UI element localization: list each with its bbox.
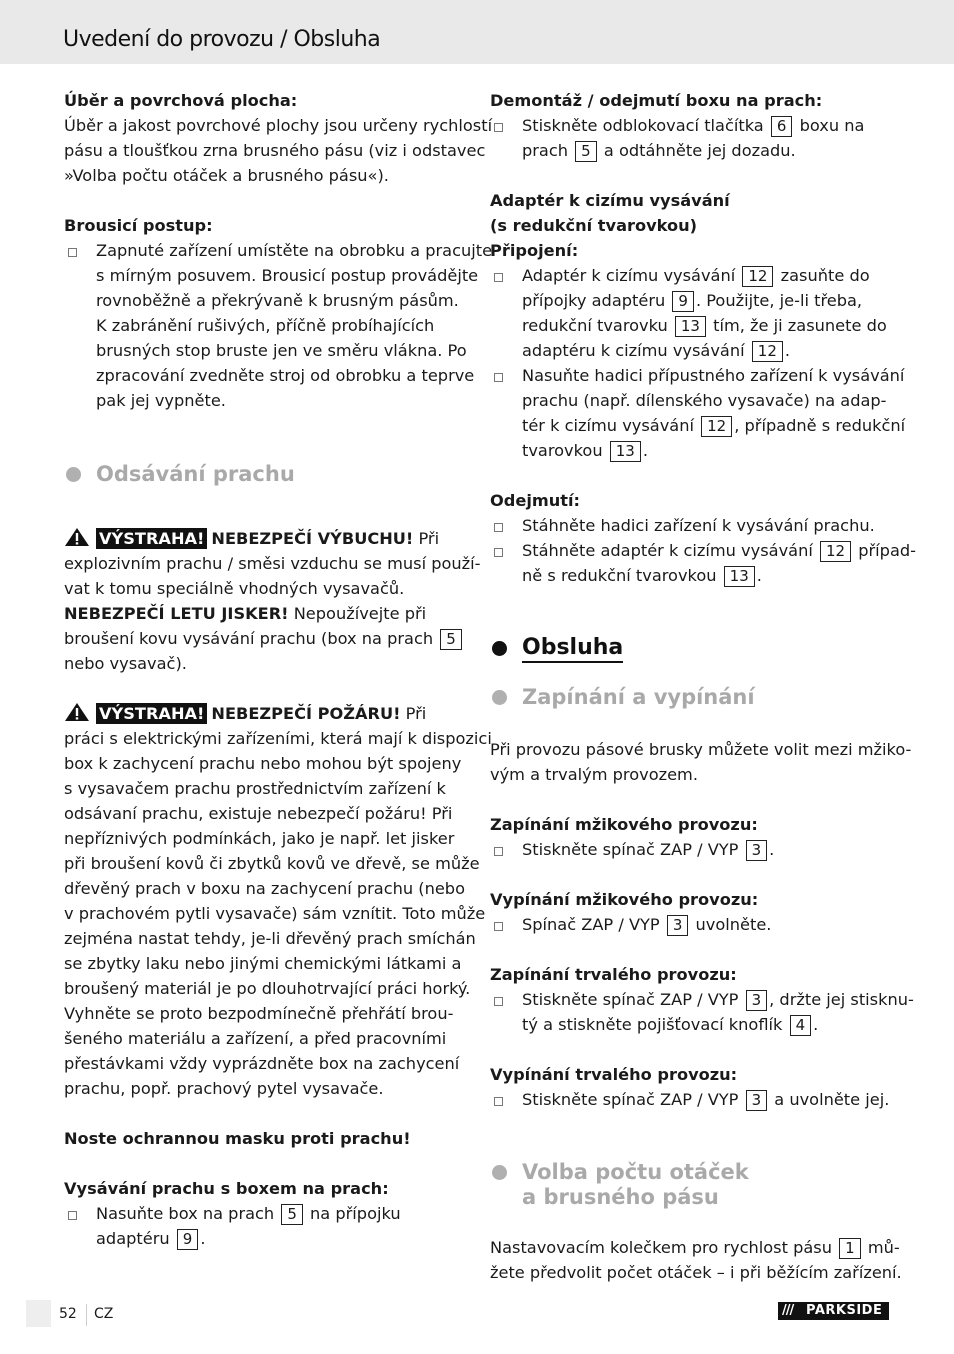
heading-dust-extraction: Odsávání prachu bbox=[64, 462, 464, 487]
ref-number: 5 bbox=[575, 141, 597, 162]
ref-number: 4 bbox=[790, 1015, 812, 1036]
ref-number: 5 bbox=[440, 629, 462, 650]
paragraph-line: v prachovém pytli vysavače) sám vznítit. Toto může bbox=[64, 904, 486, 923]
paragraph-line: nebo vysavač). bbox=[64, 654, 187, 673]
paragraph-line: rovnoběžně a překrývaně k brusným pásům. bbox=[96, 291, 459, 310]
bullet-item: Zapnuté zařízení umístěte na obrobku a pracujte bbox=[64, 238, 464, 263]
paragraph-line: explozivním prachu / směsi vzduchu se musí použí- bbox=[64, 554, 481, 573]
paragraph-line: redukční tvarovku 13 tím, že ji zasunete do bbox=[522, 316, 887, 335]
ref-number: 13 bbox=[724, 566, 755, 587]
ref-number: 12 bbox=[742, 266, 773, 287]
bullet-item: Stiskněte spínač ZAP / VYP 3 a uvolněte jej. bbox=[490, 1087, 890, 1112]
warning-label: VÝSTRAHA! bbox=[96, 703, 207, 724]
section-title: Brousicí postup: bbox=[64, 216, 213, 235]
bullet-dot-icon bbox=[492, 1165, 507, 1180]
ref-number: 1 bbox=[839, 1238, 861, 1259]
footer-marker bbox=[26, 1300, 51, 1327]
section-title: (s redukční tvarovkou) bbox=[490, 216, 698, 235]
bullet-square-icon bbox=[494, 373, 503, 382]
section-title: Vypínání mžikového provozu: bbox=[490, 890, 759, 909]
warning-triangle-icon bbox=[64, 702, 90, 722]
bullet-square-icon bbox=[494, 273, 503, 282]
page-header bbox=[0, 0, 954, 64]
bullet-item: Stiskněte spínač ZAP / VYP 3 , držte jej stisknu- bbox=[490, 987, 890, 1012]
paragraph-line: zpracování zvedněte stroj od obrobku a teprve bbox=[96, 366, 475, 385]
bullet-square-icon bbox=[494, 847, 503, 856]
footer-divider bbox=[86, 1304, 87, 1326]
paragraph-line: přípojky adaptéru 9 . Použijte, je-li třeba, bbox=[522, 291, 863, 310]
section-subtitle: Odejmutí: bbox=[490, 491, 581, 510]
paragraph-line: adaptéru 9 . bbox=[96, 1229, 206, 1248]
paragraph-line: tér k cizímu vysávání 12 , případně s redukční bbox=[522, 416, 906, 435]
paragraph-line: vým a trvalým provozem. bbox=[490, 765, 698, 784]
paragraph-line: prachu, popř. prachový pytel vysavače. bbox=[64, 1079, 384, 1098]
bullet-dot-icon bbox=[492, 641, 507, 656]
paragraph-line: s vysavačem prachu prostřednictvím zařízení k bbox=[64, 779, 446, 798]
paragraph-line: »Volba počtu otáček a brusného pásu«). bbox=[64, 166, 389, 185]
ref-number: 3 bbox=[667, 915, 689, 936]
paragraph-line: Nastavovacím kolečkem pro rychlost pásu 1 mů- bbox=[490, 1238, 900, 1257]
heading-operation: Obsluha bbox=[490, 635, 890, 661]
ref-number: 12 bbox=[701, 416, 732, 437]
bullet-item: Nasuňte hadici přípustného zařízení k vysávání bbox=[490, 363, 890, 388]
right-column bbox=[490, 88, 916, 1285]
warning-label: VÝSTRAHA! bbox=[96, 528, 207, 549]
paragraph-line: pásu a tloušťkou zrna brusného pásu (viz i odstavec bbox=[64, 141, 486, 160]
bullet-square-icon bbox=[494, 548, 503, 557]
paragraph-line: box k zachycení prachu nebo mohou být spojeny bbox=[64, 754, 462, 773]
bullet-square-icon bbox=[68, 248, 77, 257]
paragraph-line: dřevěný prach v boxu na zachycení prachu (nebo bbox=[64, 879, 465, 898]
paragraph-line: žete předvolit počet otáček – i při běžícím zařízení. bbox=[490, 1263, 902, 1282]
paragraph-line: NEBEZPEČÍ LETU JISKER! Nepoužívejte při bbox=[64, 604, 427, 623]
bullet-item: Stiskněte odblokovací tlačítka 6 boxu na bbox=[490, 113, 890, 138]
ref-number: 13 bbox=[675, 316, 706, 337]
brand-logo: /// PARKSIDE bbox=[778, 1302, 889, 1320]
paragraph-line: K zabránění rušivých, příčně probíhajících bbox=[96, 316, 435, 335]
paragraph-line: ně s redukční tvarovkou 13 . bbox=[522, 566, 762, 585]
warning-triangle-icon bbox=[64, 527, 90, 547]
warning-line: VÝSTRAHA! NEBEZPEČÍ POŽÁRU! Při bbox=[64, 701, 464, 726]
ref-number: 13 bbox=[610, 441, 641, 462]
paragraph-line: nepříznivých podmínkách, jako je např. let jisker bbox=[64, 829, 455, 848]
ref-number: 3 bbox=[746, 840, 768, 861]
bullet-square-icon bbox=[68, 1211, 77, 1220]
bullet-square-icon bbox=[494, 922, 503, 931]
paragraph-line: přestávkami vždy vyprázdněte box na zachycení bbox=[64, 1054, 460, 1073]
paragraph-line: zejména nastat tehdy, je-li dřevěný prach smíchán bbox=[64, 929, 476, 948]
paragraph-line: Při provozu pásové brusky můžete volit mezi mžiko- bbox=[490, 740, 912, 759]
section-title: Adaptér k cizímu vysávání bbox=[490, 191, 730, 210]
page-title: Uvedení do provozu / Obsluha bbox=[63, 27, 381, 52]
warning-line: VÝSTRAHA! NEBEZPEČÍ VÝBUCHU! Při bbox=[64, 526, 464, 551]
bullet-square-icon bbox=[494, 123, 503, 132]
paragraph-line: odsávaní prachu, existuje nebezpečí požáru! Při bbox=[64, 804, 453, 823]
paragraph-line: s mírným posuvem. Brousicí postup provádějte bbox=[96, 266, 479, 285]
paragraph-line: brusných stop bruste jen ve směru vlákna. Po bbox=[96, 341, 467, 360]
heading-speed-selection: Volba počtu otáček bbox=[490, 1160, 890, 1185]
bullet-item: Stáhněte hadici zařízení k vysávání prachu. bbox=[490, 513, 890, 538]
ref-number: 12 bbox=[820, 541, 851, 562]
section-title: Zapínání mžikového provozu: bbox=[490, 815, 758, 834]
ref-number: 6 bbox=[771, 116, 793, 137]
ref-number: 9 bbox=[177, 1229, 199, 1250]
bullet-square-icon bbox=[494, 523, 503, 532]
mask-notice: Noste ochrannou masku proti prachu! bbox=[64, 1129, 411, 1148]
paragraph-line: broušení kovu vysávání prachu (box na prach 5 bbox=[64, 626, 464, 651]
section-title: Vysávání prachu s boxem na prach: bbox=[64, 1179, 389, 1198]
paragraph-line: prachu (např. dílenského vysavače) na adap- bbox=[522, 391, 887, 410]
paragraph-line: práci s elektrickými zařízeními, která mají k dispozici bbox=[64, 729, 492, 748]
bullet-square-icon bbox=[494, 1097, 503, 1106]
bullet-square-icon bbox=[494, 997, 503, 1006]
section-subtitle: Připojení: bbox=[490, 241, 579, 260]
heading-on-off: Zapínání a vypínání bbox=[490, 685, 890, 710]
heading-speed-selection-line2: a brusného pásu bbox=[522, 1185, 719, 1209]
paragraph-line: se zbytky laku nebo jinými chemickými látkami a bbox=[64, 954, 462, 973]
paragraph-line: Vyhněte se proto bezpodmínečně přehřátí brou- bbox=[64, 1004, 454, 1023]
paragraph-line: broušený materiál je po dlouhotrvající práci horký. bbox=[64, 979, 471, 998]
ref-number: 3 bbox=[746, 990, 768, 1011]
section-title: Zapínání trvalého provozu: bbox=[490, 965, 737, 984]
ref-number: 9 bbox=[672, 291, 694, 312]
bullet-item: Stáhněte adaptér k cizímu vysávání 12 případ- bbox=[490, 538, 890, 563]
paragraph-line: šeného materiálu a zařízení, a před pracovními bbox=[64, 1029, 447, 1048]
ref-number: 3 bbox=[746, 1090, 768, 1111]
bullet-item: Stiskněte spínač ZAP / VYP 3 . bbox=[490, 837, 890, 862]
paragraph-line: prach 5 a odtáhněte jej dozadu. bbox=[522, 141, 796, 160]
paragraph-line: adaptéru k cizímu vysávání 12 . bbox=[522, 341, 791, 360]
paragraph-line: tý a stiskněte pojišťovací knoflík 4 . bbox=[522, 1015, 819, 1034]
paragraph-line: vat k tomu speciálně vhodných vysavačů. bbox=[64, 579, 405, 598]
paragraph-line: pak jej vypněte. bbox=[96, 391, 226, 410]
page-number: 52 bbox=[59, 1306, 77, 1322]
bullet-item: Spínač ZAP / VYP 3 uvolněte. bbox=[490, 912, 890, 937]
paragraph-line: při broušení kovů či zbytků kovů ve dřevě, se může bbox=[64, 854, 480, 873]
section-title: Demontáž / odejmutí boxu na prach: bbox=[490, 91, 823, 110]
left-column bbox=[64, 88, 493, 1251]
paragraph-line: Úběr a jakost povrchové plochy jsou určeny rychlostí bbox=[64, 116, 493, 135]
section-title: Úběr a povrchová plocha: bbox=[64, 91, 298, 110]
ref-number: 5 bbox=[281, 1204, 303, 1225]
section-title: Vypínání trvalého provozu: bbox=[490, 1065, 738, 1084]
paragraph-line: tvarovkou 13 . bbox=[522, 441, 648, 460]
language-code: CZ bbox=[94, 1306, 114, 1322]
bullet-dot-icon bbox=[66, 467, 81, 482]
bullet-item: Adaptér k cizímu vysávání 12 zasuňte do bbox=[490, 263, 890, 288]
bullet-item: Nasuňte box na prach 5 na přípojku bbox=[64, 1201, 464, 1226]
ref-number: 12 bbox=[752, 341, 783, 362]
bullet-dot-icon bbox=[492, 690, 507, 705]
